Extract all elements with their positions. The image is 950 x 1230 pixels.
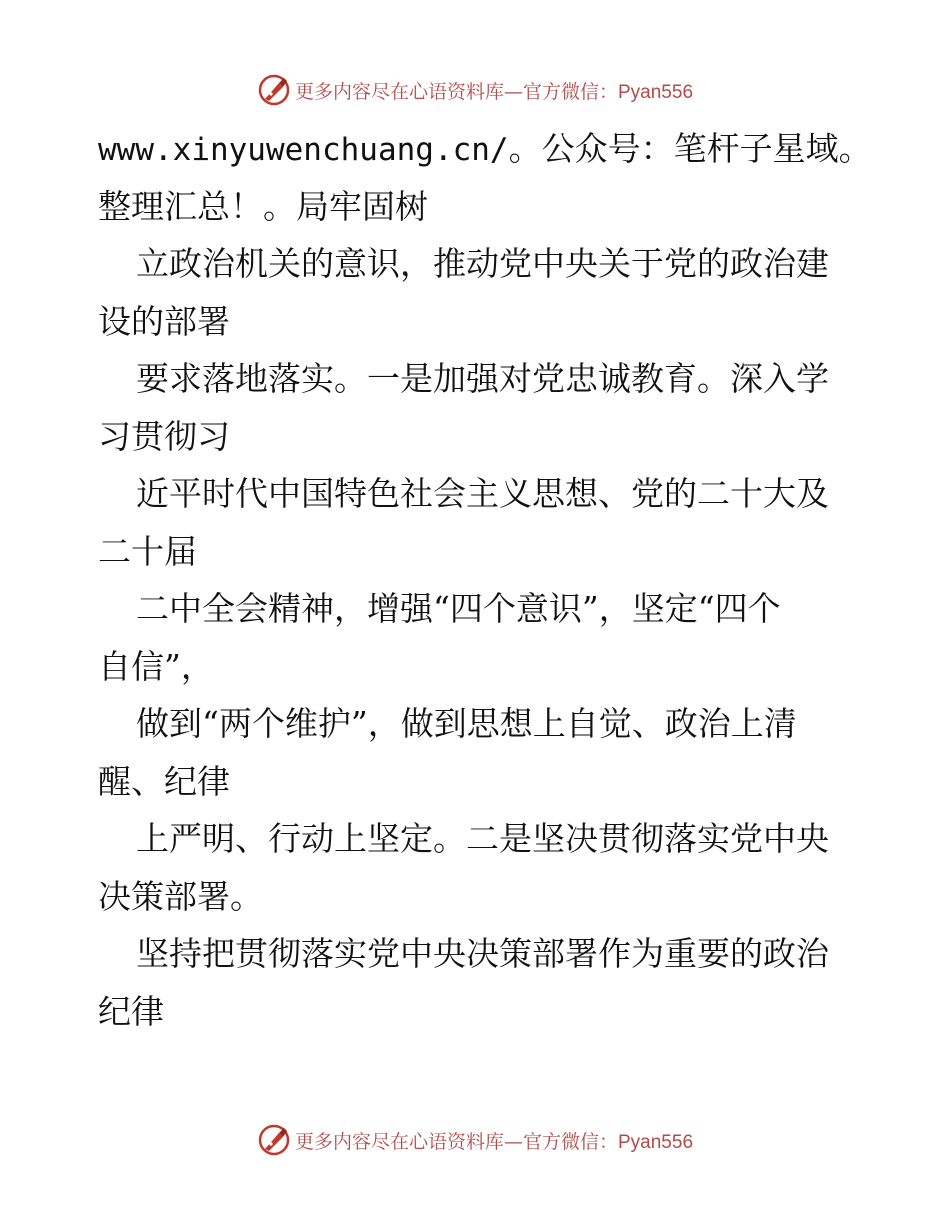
website-url: www.xinyuwenchuang.cn/ [98,132,509,168]
header-wechat-account: Pyan556 [618,81,694,103]
body-line: 习贯彻习 [98,416,230,456]
footer-banner [0,1120,950,1160]
body-line: 要求落地落实。一是加强对党忠诚教育。深入学 [136,359,829,398]
document-body [98,120,872,1040]
body-line: 立政治机关的意识，推动党中央关于党的政治建 [136,244,829,283]
header-banner-text: 更多内容尽在心语资料库—官方微信：Pyan556 [294,80,694,103]
body-line: 近平时代中国特色社会主义思想、党的二十大及 [136,474,829,513]
body-line-1 [98,120,872,178]
body-line: 坚持把贯彻落实党中央决策部署作为重要的政治 [136,934,829,973]
body-line-1-rest: 。公众号：笔杆子星域。 [508,129,872,168]
body-line: 二十届 [98,531,197,571]
body-line: 决策部署。 [98,876,263,916]
header-banner [0,70,950,110]
body-line: 整理汇总！。局牢固树 [98,186,428,226]
footer-wechat-account: Pyan556 [618,1131,694,1153]
body-line: 做到“两个维护”，做到思想上自觉、政治上清 [136,704,797,743]
body-line: 设的部署 [98,301,230,341]
body-line: 上严明、行动上坚定。二是坚决贯彻落实党中央 [136,819,829,858]
body-line: 醒、纪律 [98,761,230,801]
body-line: 二中全会精神，增强“四个意识”，坚定“四个 [136,589,781,628]
body-line: 纪律 [98,991,164,1031]
pen-nib-logo-icon [257,73,291,107]
pen-nib-logo-icon [257,1123,291,1157]
body-line: 自信”， [98,646,214,686]
footer-banner-text: 更多内容尽在心语资料库—官方微信：Pyan556 [294,1130,694,1153]
